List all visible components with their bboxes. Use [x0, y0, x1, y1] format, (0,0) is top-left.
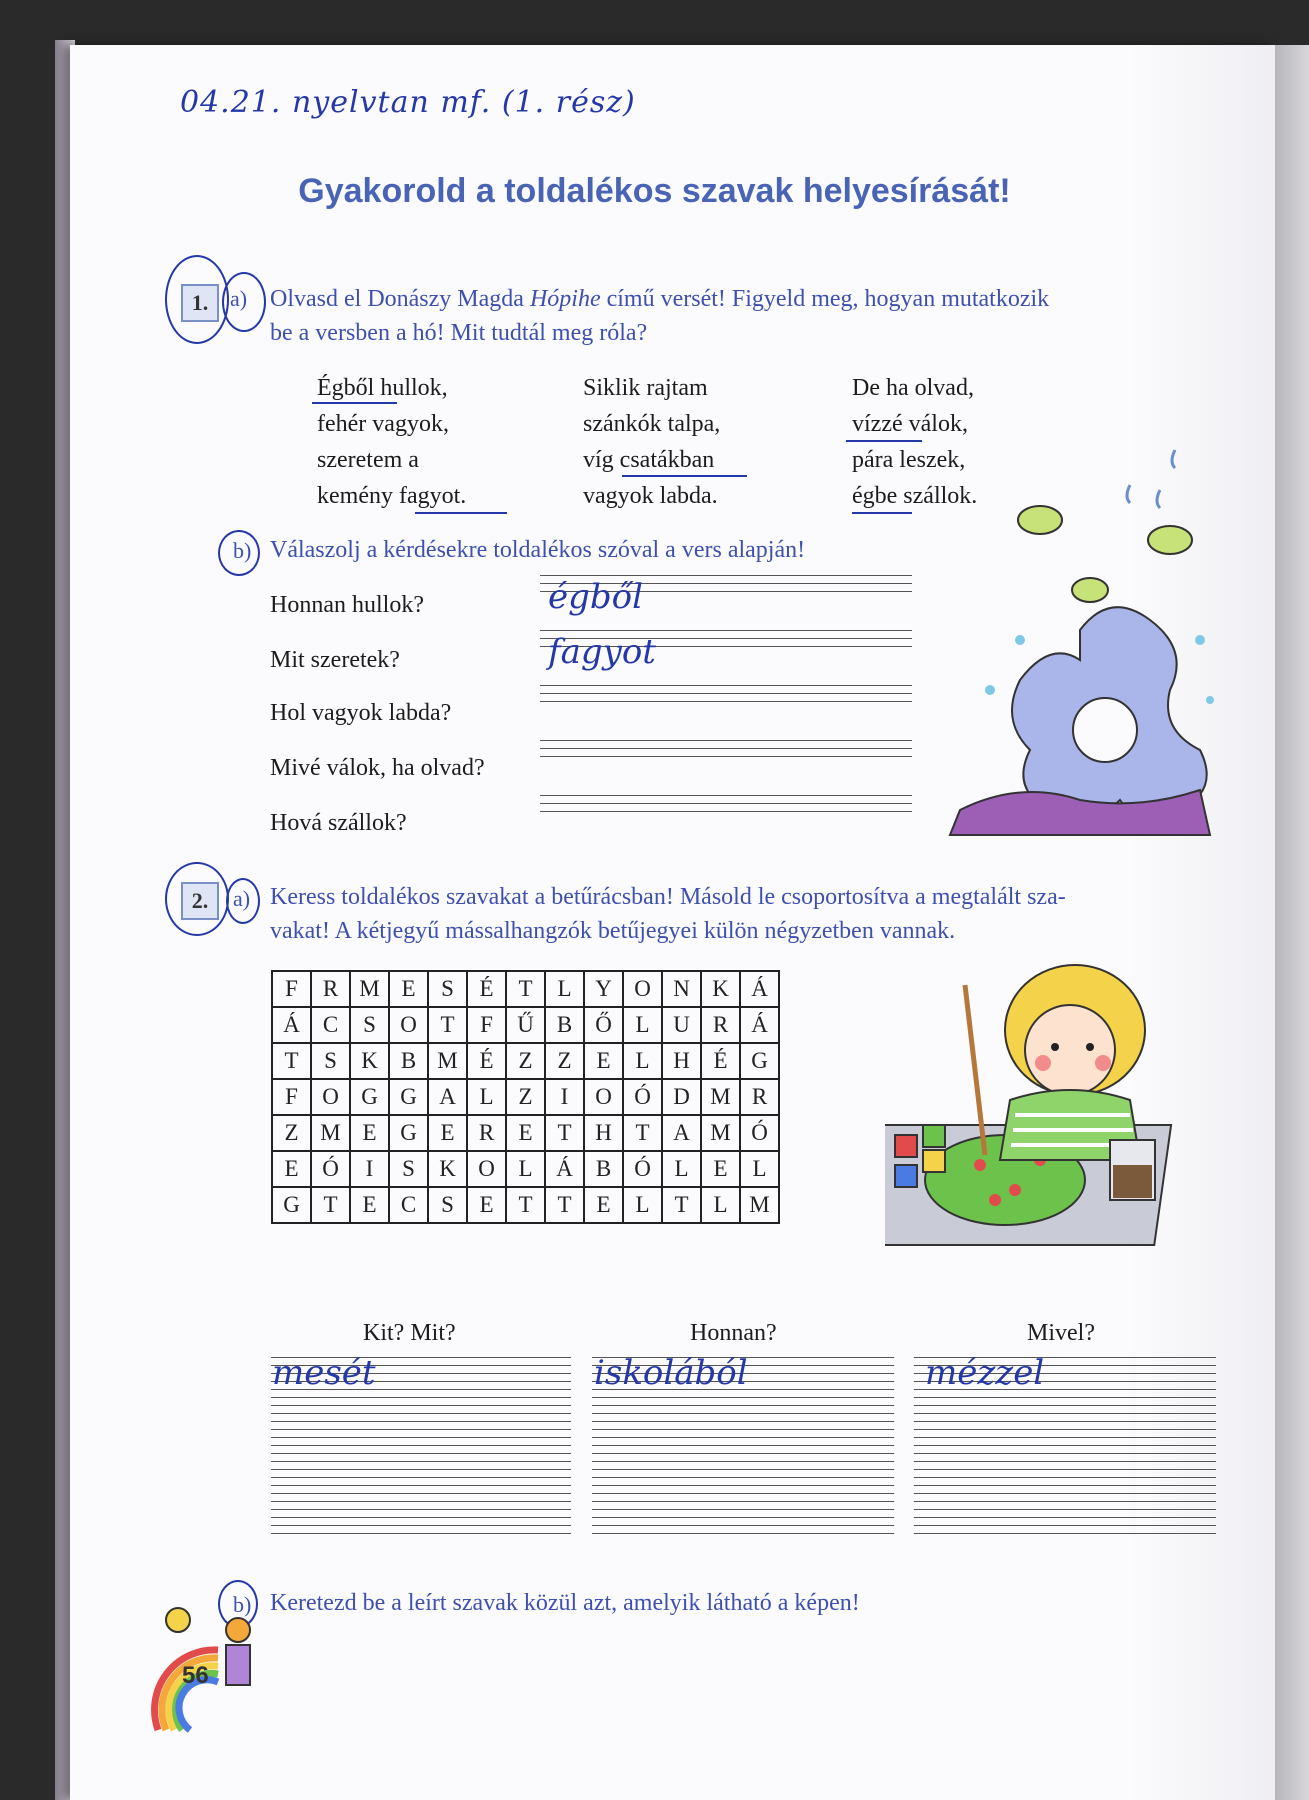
grid-cell: L: [740, 1151, 779, 1187]
exercise-1-circle-mark: [165, 255, 229, 344]
grid-cell: T: [545, 1115, 584, 1151]
grid-cell: Á: [272, 1007, 311, 1043]
grid-cell: Á: [740, 1007, 779, 1043]
grid-cell: N: [662, 971, 701, 1007]
grid-cell: L: [662, 1151, 701, 1187]
exercise-2a-instruction: Keress toldalékos szavakat a betűrácsban! Másold le csoportosítva a megtalált sza- vakat! A kétjegyű mássalhangzók betűjegyei külön négyzetben vannak.: [270, 884, 1066, 944]
grid-cell: O: [311, 1079, 350, 1115]
poem-line: vízzé válok,: [852, 411, 968, 437]
grid-cell: L: [701, 1187, 740, 1223]
grid-cell: L: [623, 1187, 662, 1223]
grid-cell: A: [428, 1079, 467, 1115]
grid-cell: M: [311, 1115, 350, 1151]
pencil-underline: [846, 440, 922, 442]
grid-cell: T: [506, 971, 545, 1007]
girl-painting-illustration: [885, 955, 1215, 1275]
exercise-1a-instruction: Olvasd el Donászy Magda Hópihe című versét! Figyeld meg, hogyan mutatkozik be a versben a hó! Mit tudtál meg róla?: [270, 286, 1050, 346]
grid-cell: M: [740, 1187, 779, 1223]
grid-cell: I: [350, 1151, 389, 1187]
grid-cell: Á: [740, 971, 779, 1007]
rainbow-kids-decoration: [138, 1590, 288, 1740]
pencil-underline: [852, 512, 912, 514]
handwritten-answer: mesét: [272, 1353, 376, 1393]
grid-cell: H: [584, 1115, 623, 1151]
grid-cell: Z: [506, 1079, 545, 1115]
grid-cell: E: [467, 1187, 506, 1223]
grid-cell: A: [662, 1115, 701, 1151]
grid-cell: É: [701, 1043, 740, 1079]
grid-cell: E: [701, 1151, 740, 1187]
grid-cell: E: [428, 1115, 467, 1151]
grid-cell: C: [389, 1187, 428, 1223]
grid-cell: E: [584, 1043, 623, 1079]
exercise-2a-circle-mark: [226, 878, 260, 924]
grid-cell: E: [350, 1187, 389, 1223]
exercise-1b-instruction: Válaszolj a kérdésekre toldalékos szóval a vers alapján!: [270, 537, 806, 563]
page-title: Gyakorold a toldalékos szavak helyesírását!: [298, 172, 1011, 210]
question: Mit szeretek?: [270, 647, 400, 673]
question: Hol vagyok labda?: [270, 700, 452, 726]
grid-cell: G: [740, 1043, 779, 1079]
grid-cell: G: [389, 1115, 428, 1151]
grid-cell: L: [506, 1151, 545, 1187]
grid-cell: Z: [272, 1115, 311, 1151]
grid-cell: G: [350, 1079, 389, 1115]
grid-cell: T: [662, 1187, 701, 1223]
grid-cell: O: [467, 1151, 506, 1187]
answer-lines-4: [540, 740, 912, 764]
grid-cell: C: [311, 1007, 350, 1043]
poem-column-2: [583, 370, 720, 514]
answer-lines-3: [540, 685, 912, 709]
pencil-underline: [312, 402, 397, 404]
handwritten-header-note: 04.21. nyelvtan mf. (1. rész): [180, 85, 636, 120]
grid-cell: L: [467, 1079, 506, 1115]
grid-cell: I: [545, 1079, 584, 1115]
grid-cell: Y: [584, 971, 623, 1007]
question: Mivé válok, ha olvad?: [270, 755, 485, 781]
grid-cell: G: [389, 1079, 428, 1115]
grid-cell: B: [389, 1043, 428, 1079]
grid-cell: G: [272, 1187, 311, 1223]
grid-cell: R: [701, 1007, 740, 1043]
poem-line: szánkók talpa,: [583, 411, 721, 437]
grid-cell: Ő: [584, 1007, 623, 1043]
poem-line: vagyok labda.: [583, 483, 718, 509]
grid-cell: L: [545, 971, 584, 1007]
poem-line: kemény fagyot.: [317, 483, 467, 509]
handwritten-answer: iskolából: [594, 1353, 748, 1393]
grid-row: [272, 1007, 779, 1043]
poem-line: Égből hullok,: [317, 375, 448, 401]
poem-column-1: [317, 370, 466, 514]
grid-cell: F: [272, 1079, 311, 1115]
handwritten-answer: égből: [548, 577, 643, 617]
pencil-underline: [415, 512, 507, 514]
poem-line: Siklik rajtam: [583, 375, 708, 401]
grid-row: [272, 971, 779, 1007]
grid-row: [272, 1043, 779, 1079]
grid-cell: T: [506, 1187, 545, 1223]
grid-cell: O: [623, 971, 662, 1007]
grid-cell: M: [701, 1079, 740, 1115]
grid-row: [272, 1115, 779, 1151]
poem-line: víg csatákban: [583, 447, 715, 473]
poem-line: De ha olvad,: [852, 375, 974, 401]
grid-cell: E: [350, 1115, 389, 1151]
grid-cell: E: [272, 1151, 311, 1187]
grid-cell: Z: [506, 1043, 545, 1079]
grid-cell: U: [662, 1007, 701, 1043]
grid-cell: É: [467, 971, 506, 1007]
grid-cell: E: [389, 971, 428, 1007]
grid-row: [272, 1079, 779, 1115]
grid-cell: R: [467, 1115, 506, 1151]
grid-cell: O: [584, 1079, 623, 1115]
grid-cell: F: [467, 1007, 506, 1043]
grid-cell: B: [584, 1151, 623, 1187]
grid-cell: K: [701, 971, 740, 1007]
grid-cell: T: [428, 1007, 467, 1043]
grid-cell: S: [389, 1151, 428, 1187]
exercise-1b-letter: b): [233, 538, 252, 563]
grid-cell: Ó: [623, 1079, 662, 1115]
grid-cell: É: [467, 1043, 506, 1079]
grid-cell: T: [623, 1115, 662, 1151]
grid-cell: B: [545, 1007, 584, 1043]
grid-cell: S: [311, 1043, 350, 1079]
exercise-1a-circle-mark: [222, 272, 266, 332]
grid-cell: Ó: [311, 1151, 350, 1187]
grid-cell: M: [350, 971, 389, 1007]
grid-cell: S: [428, 1187, 467, 1223]
snowflake-illustration: [930, 440, 1230, 870]
column-head-honnan: Honnan?: [690, 1320, 777, 1346]
poem-line: égbe szállok.: [852, 483, 978, 509]
grid-cell: L: [623, 1007, 662, 1043]
grid-cell: T: [545, 1187, 584, 1223]
grid-cell: K: [350, 1043, 389, 1079]
grid-cell: T: [311, 1187, 350, 1223]
grid-cell: Z: [545, 1043, 584, 1079]
grid-cell: Ó: [623, 1151, 662, 1187]
exercise-2-circle-mark: [165, 862, 229, 936]
grid-cell: S: [350, 1007, 389, 1043]
column-head-kit-mit: Kit? Mit?: [363, 1320, 456, 1346]
grid-cell: T: [272, 1043, 311, 1079]
grid-cell: D: [662, 1079, 701, 1115]
exercise-1-number: 1.: [181, 284, 219, 322]
column-head-mivel: Mivel?: [1027, 1320, 1095, 1346]
grid-cell: E: [506, 1115, 545, 1151]
grid-cell: R: [740, 1079, 779, 1115]
exercise-2a-letter: a): [233, 886, 251, 911]
handwritten-answer: fagyot: [548, 632, 656, 672]
grid-cell: Ó: [740, 1115, 779, 1151]
grid-cell: H: [662, 1043, 701, 1079]
grid-cell: S: [428, 971, 467, 1007]
grid-cell: Ű: [506, 1007, 545, 1043]
grid-cell: R: [311, 971, 350, 1007]
grid-cell: K: [428, 1151, 467, 1187]
grid-row: [272, 1151, 779, 1187]
grid-cell: E: [584, 1187, 623, 1223]
exercise-2b-letter: b): [233, 1592, 252, 1617]
poem-line: szeretem a: [317, 447, 419, 473]
exercise-1a-letter: a): [230, 286, 248, 311]
poem-line: pára leszek,: [852, 447, 966, 473]
question: Honnan hullok?: [270, 592, 424, 618]
exercise-2-number: 2.: [181, 882, 219, 920]
handwritten-answer: mézzel: [925, 1353, 1045, 1393]
answer-lines-5: [540, 795, 912, 819]
exercise-1b-circle-mark: [218, 530, 260, 576]
letter-grid: [271, 970, 780, 1224]
grid-row: [272, 1187, 779, 1223]
grid-cell: F: [272, 971, 311, 1007]
grid-cell: O: [389, 1007, 428, 1043]
exercise-2b-instruction: Keretezd be a leírt szavak közül azt, amelyik látható a képen!: [270, 1590, 860, 1616]
grid-cell: Á: [545, 1151, 584, 1187]
poem-line: fehér vagyok,: [317, 411, 449, 437]
grid-cell: M: [701, 1115, 740, 1151]
grid-cell: M: [428, 1043, 467, 1079]
page-number: 56: [182, 1662, 209, 1689]
pencil-underline: [622, 475, 747, 477]
grid-cell: L: [623, 1043, 662, 1079]
question: Hová szállok?: [270, 810, 407, 836]
